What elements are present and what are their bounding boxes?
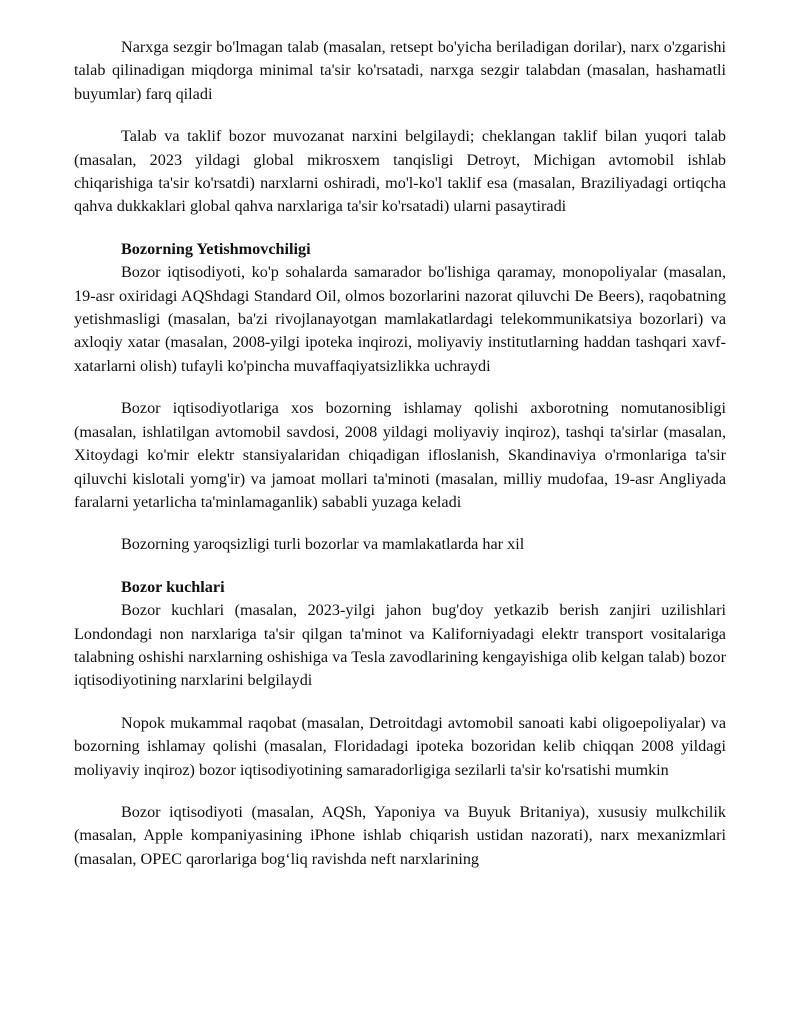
paragraph-market-economy-features: Bozor iqtisodiyoti (masalan, AQSh, Yaponiya va Buyuk Britaniya), xususiy mulkchilik (masalan, Apple kompaniyasining iPhone ishlab chiqarish ustidan nazorati), narx mexanizmlari (masalan, OPEC qarorlariga bog‘liq ravishda neft narxlarining	[74, 802, 726, 868]
section-heading-market-forces: Bozor kuchlari	[121, 577, 225, 596]
paragraph-supply-demand-equilibrium: Talab va taklif bozor muvozanat narxini belgilaydi; cheklangan taklif bilan yuqori talab (masalan, 2023 yildagi global mikrosxem tanqisligi Detroyt, Michigan avtomobil ishlab chiqarishiga ta'sir ko'rsatdi) narxlarni oshiradi, mo'l-ko'l taklif esa (masalan, Braziliyadagi ortiqcha qahva dukkaklari global qahva narxlariga ta'sir ko'rsatadi) ularni pasaytiradi	[74, 127, 726, 216]
paragraph-market-forces-prices: Bozor kuchlari (masalan, 2023-yilgi jahon bug'doy yetkazib berish zanjiri uzilishlari Londondagi non narxlariga ta'sir qilgan ta'minot va Kaliforniyadagi elektr transport vositalariga talabning oshishi narxlarning oshishiga va Tesla zavodlarining kengayishiga olib kelgan talab) bozor iqtisodiyotining narxlarini belgilaydi	[74, 601, 726, 690]
paragraph-market-failure-causes: Bozor iqtisodiyotlariga xos bozorning ishlamay qolishi axborotning nomutanosibligi (masalan, ishlatilgan avtomobil savdosi, 2008 yildagi moliyaviy inqiroz), tashqi ta'sirlar (masalan, Xitoydagi ko'mir elektr stansiyalaridan chiqadigan ifloslanish, Skandinaviya o'rmonlariga ta'sir qiluvchi kislotali yomg'ir) va jamoat mollari ta'minoti (masalan, milliy mudofaa, 19-asr Angliyada faralarni yetarlicha ta'minlamaganlik) sababli yuzaga keladi	[74, 399, 726, 511]
paragraph-price-inelastic-demand: Narxga sezgir bo'lmagan talab (masalan, retsept bo'yicha beriladigan dorilar), narx o'zgarishi talab qilinadigan miqdorga minimal ta'sir ko'rsatadi, narxga sezgir talabdan (masalan, hashamatli buyumlar) farq qiladi	[74, 38, 726, 103]
paragraph-imperfect-competition: Nopok mukammal raqobat (masalan, Detroitdagi avtomobil sanoati kabi oligoepoliyalar) va bozorning ishlamay qolishi (masalan, Floridadagi ipoteka bozoridan kelib chiqqan 2008 yildagi moliyaviy inqiroz) bozor iqtisodiyotining samaradorligiga sezilarli ta'sir ko'rsatishi mumkin	[74, 713, 726, 779]
paragraph-market-failure-monopolies: Bozor iqtisodiyoti, ko'p sohalarda samarador bo'lishiga qaramay, monopoliyalar (masalan, 19-asr oxiridagi AQShdagi Standard Oil, olmos bozorlarini nazorat qiluvchi De Beers), raqobatning yetishmasligi (masalan, ba'zi rivojlanayotgan mamlakatlardagi telekommunikatsiya bozorlari) va axloqiy xatar (masalan, 2008-yilgi ipoteka inqirozi, moliyaviy institutlarning haddan tashqari xavf-xatarlarni olish) tufayli ko'pincha muvaffaqiyatsizlikka uchraydi	[74, 263, 726, 375]
paragraph-market-failure-variation: Bozorning yaroqsizligi turli bozorlar va mamlakatlarda har xil	[121, 535, 525, 554]
section-heading-market-failure: Bozorning Yetishmovchiligi	[121, 239, 311, 258]
document-page	[74, 36, 726, 890]
